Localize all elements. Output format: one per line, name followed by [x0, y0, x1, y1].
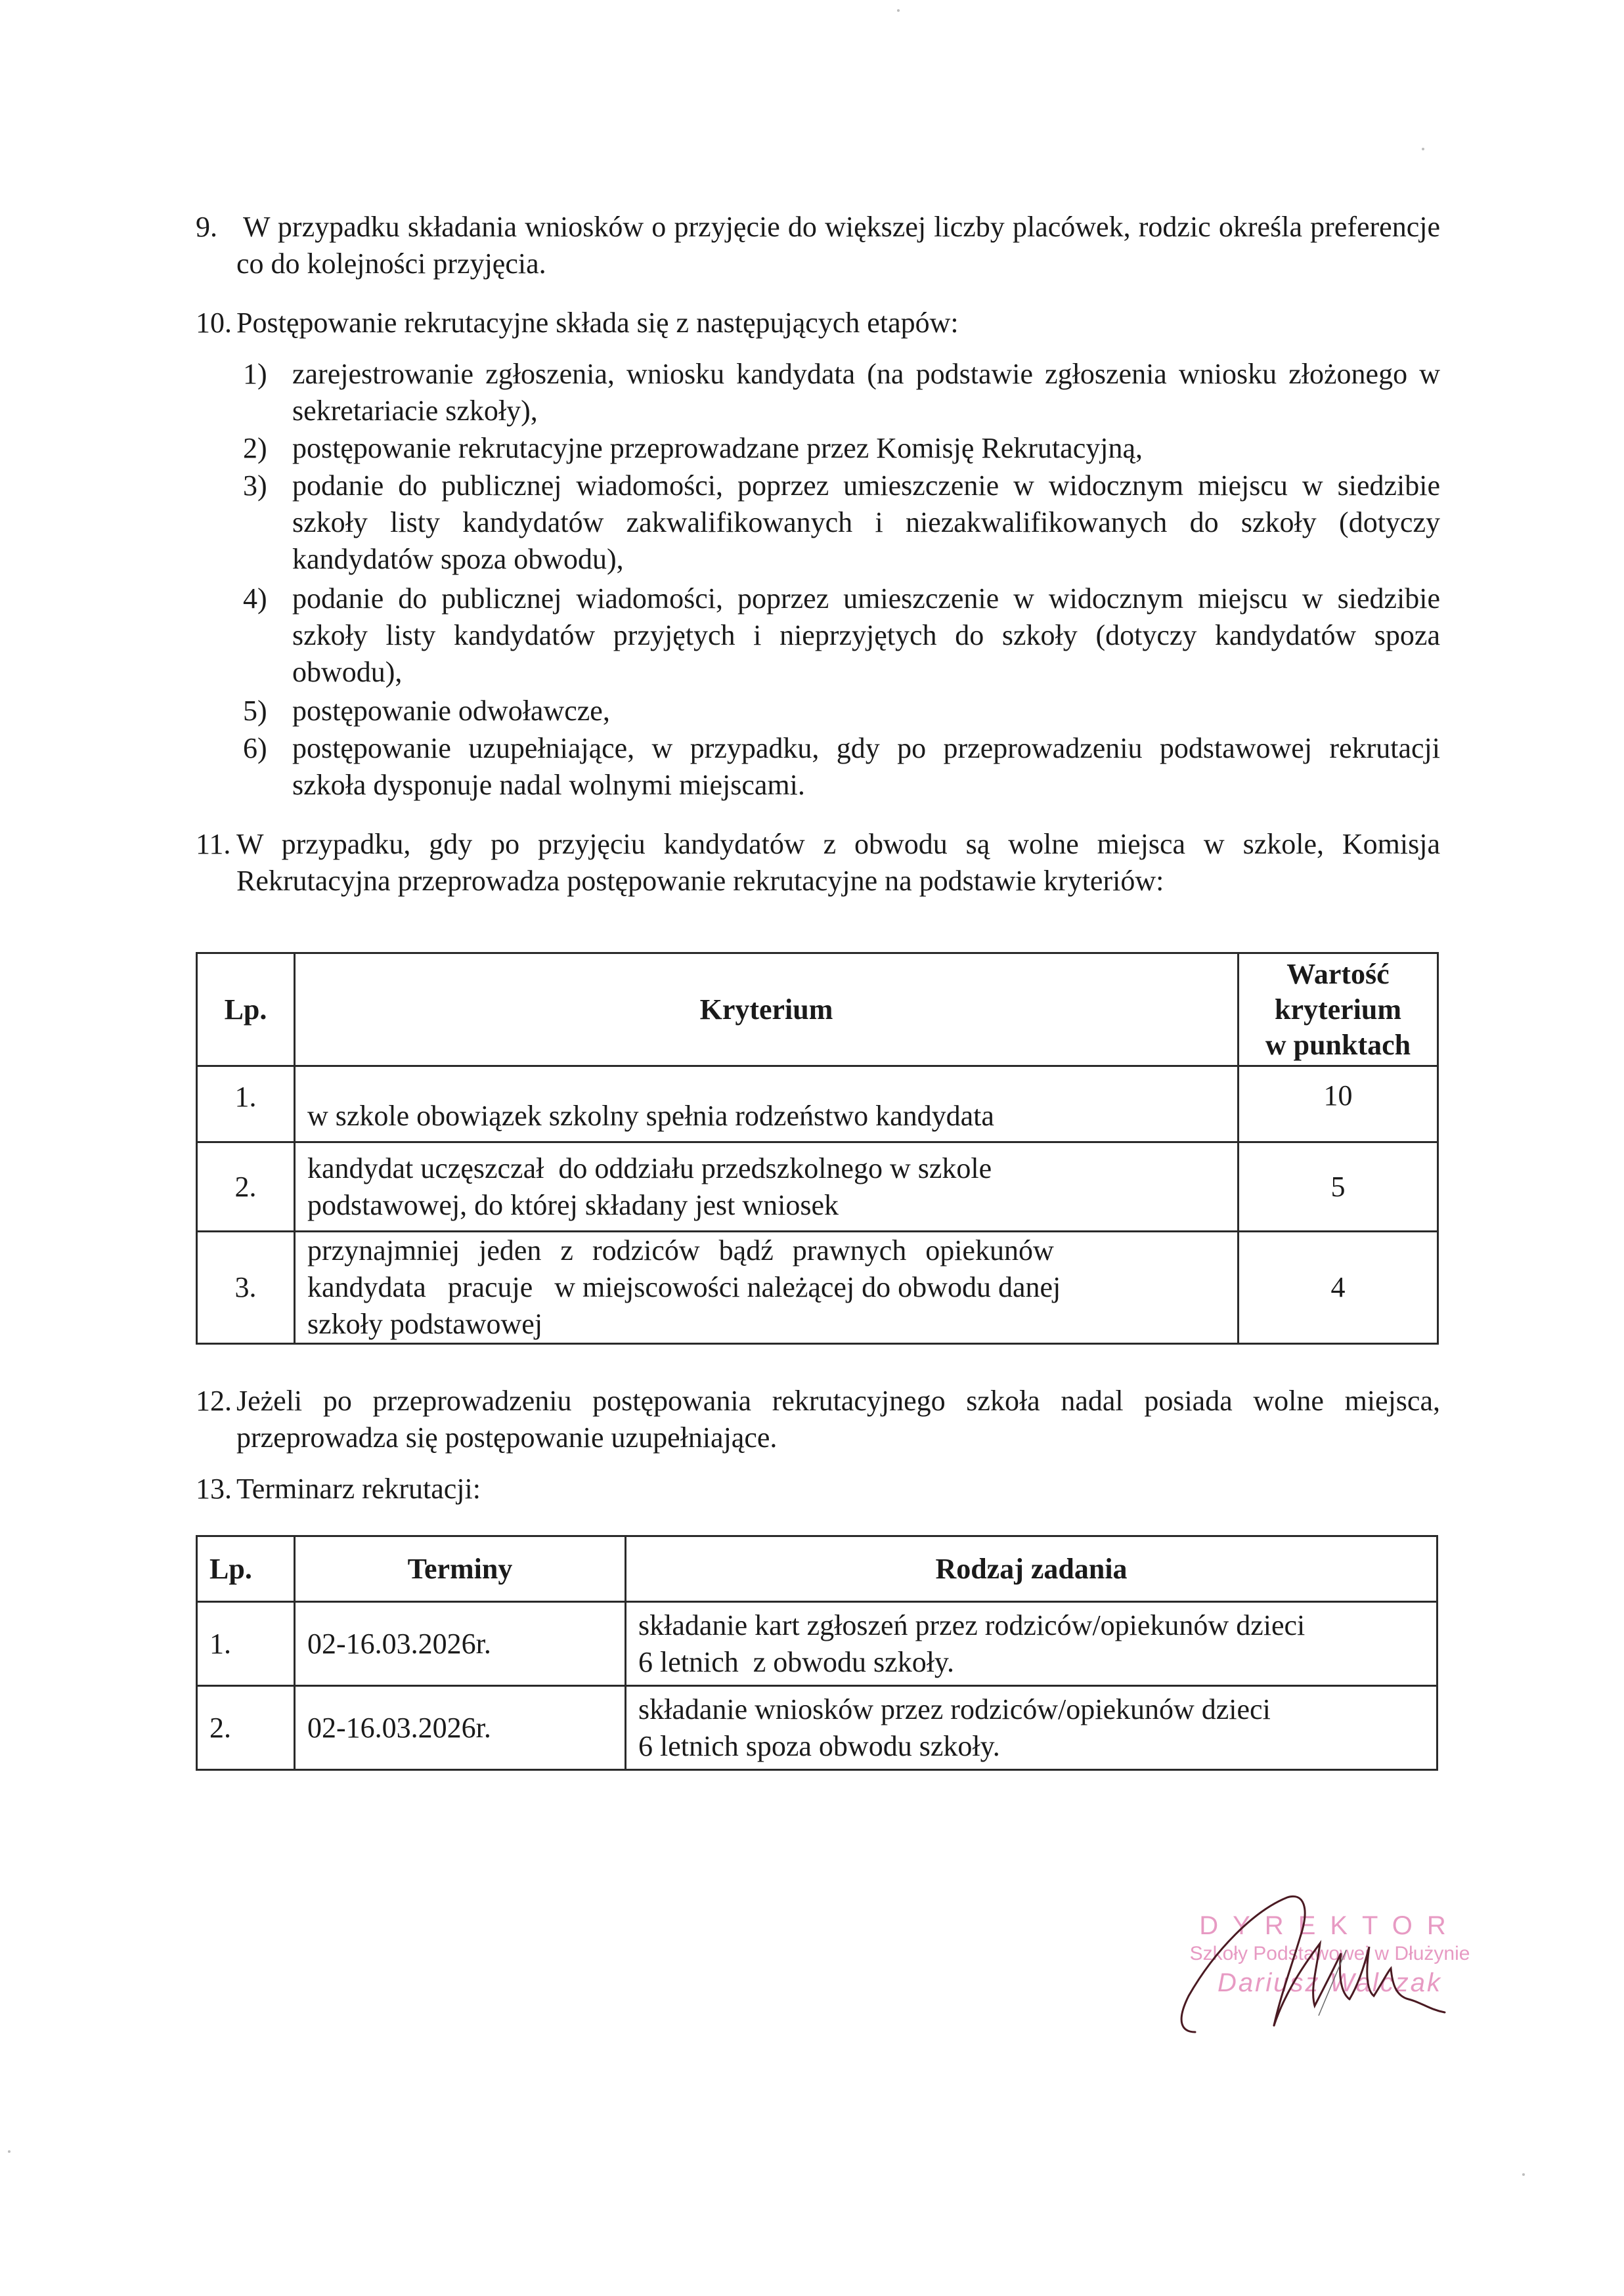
- schedule-table: [196, 1535, 1438, 1771]
- item-text: Terminarz rekrutacji:: [236, 1473, 481, 1505]
- scan-speck: [897, 9, 900, 12]
- table-row: [197, 1232, 1438, 1344]
- cell-lp: 3.: [197, 1232, 295, 1344]
- item-number: 11.: [196, 828, 231, 860]
- task-line: 6 letnich spoza obwodu szkoły.: [638, 1729, 1000, 1762]
- list-item-13: [196, 1471, 1440, 1507]
- signature-icon: [1169, 1891, 1464, 2048]
- criterion-line: kandydata pracuje w miejscowości należącej do obwodu danej: [307, 1271, 1061, 1303]
- subitem-text: postępowanie odwoławcze,: [292, 695, 610, 727]
- subitem-text: podanie do publicznej wiadomości, poprzez umieszczenie w widocznym miejscu w siedzibie szkoły listy kandydatów przyjętych i nieprzyjętych do szkoły (dotyczy kandydatów spoza obwodu),: [292, 582, 1440, 688]
- list-item-10: [196, 305, 1440, 341]
- cell-criterion: w szkole obowiązek szkolny spełnia rodzeństwo kandydata: [295, 1066, 1239, 1142]
- subitem-4: [243, 580, 1440, 691]
- header-dates: Terminy: [295, 1536, 626, 1602]
- item-text: Postępowanie rekrutacyjne składa się z następujących etapów:: [236, 307, 959, 339]
- header-points-line: kryterium: [1274, 993, 1402, 1026]
- subitem-number: 5): [243, 695, 267, 727]
- task-line: składanie wniosków przez rodziców/opiekunów dzieci: [638, 1693, 1271, 1725]
- header-points-line: w punktach: [1265, 1028, 1411, 1061]
- criterion-line: szkoły podstawowej: [307, 1308, 543, 1340]
- subitem-6: [243, 730, 1440, 804]
- cell-lp: 2.: [197, 1686, 295, 1770]
- list-item-11: [196, 826, 1440, 899]
- stamp-name: Dariusz Walczak: [1217, 1968, 1443, 1997]
- item-number: 12.: [196, 1385, 232, 1417]
- scan-speck: [8, 2150, 11, 2153]
- list-item-12: [196, 1383, 1440, 1456]
- subitem-number: 3): [243, 469, 267, 502]
- stamp-school: Szkoły Podstawowej w Dłużynie: [1189, 1943, 1470, 1964]
- scan-speck: [1522, 2173, 1525, 2176]
- table-row: [197, 1066, 1438, 1142]
- criteria-table: [196, 952, 1439, 1345]
- table-row: [197, 1602, 1437, 1686]
- table-row: [197, 1686, 1437, 1770]
- item-text: W przypadku, gdy po przyjęciu kandydatów z obwodu są wolne miejsca w szkole, Komisja Rekrutacyjna przeprowadza postępowanie rekrutacyjne na podstawie kryteriów:: [236, 828, 1440, 897]
- cell-lp: 1.: [197, 1066, 295, 1142]
- stamp-title: DYREKTOR: [1199, 1911, 1460, 1940]
- subitem-text: zarejestrowanie zgłoszenia, wniosku kandydata (na podstawie zgłoszenia wniosku złożonego w sekretariacie szkoły),: [292, 358, 1440, 427]
- subitem-5: [243, 693, 1440, 729]
- cell-task: [626, 1686, 1437, 1770]
- header-points-line: Wartość: [1286, 957, 1390, 990]
- cell-points: 10: [1239, 1066, 1438, 1142]
- subitem-2: [243, 430, 1440, 467]
- header-criterion: Kryterium: [295, 953, 1239, 1066]
- list-item-9: [196, 209, 1440, 282]
- item-number: 9.: [196, 211, 217, 243]
- cell-dates: 02-16.03.2026r.: [295, 1686, 626, 1770]
- cell-criterion: [295, 1232, 1239, 1344]
- cell-dates: 02-16.03.2026r.: [295, 1602, 626, 1686]
- cell-points: 4: [1239, 1232, 1438, 1344]
- subitem-1: [243, 356, 1440, 429]
- item-text: W przypadku składania wniosków o przyjęcie do większej liczby placówek, rodzic określa preferencje co do kolejności przyjęcia.: [236, 211, 1440, 280]
- subitem-number: 1): [243, 358, 267, 390]
- header-lp: Lp.: [197, 953, 295, 1066]
- subitem-text: postępowanie rekrutacyjne przeprowadzane przez Komisję Rekrutacyjną,: [292, 432, 1143, 464]
- cell-lp: 2.: [197, 1142, 295, 1232]
- task-line: składanie kart zgłoszeń przez rodziców/opiekunów dzieci: [638, 1609, 1306, 1641]
- cell-points: 5: [1239, 1142, 1438, 1232]
- subitem-text: podanie do publicznej wiadomości, poprzez umieszczenie w widocznym miejscu w siedzibie szkoły listy kandydatów zakwalifikowanych i niezakwalifikowanych do szkoły (dotyczy kandydatów spoza obwodu),: [292, 469, 1440, 575]
- header-lp: Lp.: [197, 1536, 295, 1602]
- subitem-number: 4): [243, 582, 267, 615]
- scan-speck: [1422, 148, 1424, 150]
- cell-lp: 1.: [197, 1602, 295, 1686]
- header-points: [1239, 953, 1438, 1066]
- criterion-line: podstawowej, do której składany jest wniosek: [307, 1188, 839, 1221]
- item-number: 13.: [196, 1473, 232, 1505]
- table-header-row: [197, 953, 1438, 1066]
- table-row: [197, 1142, 1438, 1232]
- subitem-number: 2): [243, 432, 267, 464]
- subitem-number: 6): [243, 732, 267, 764]
- item-text: Jeżeli po przeprowadzeniu postępowania rekrutacyjnego szkoła nadal posiada wolne miejsca, przeprowadza się postępowanie uzupełniające.: [236, 1385, 1440, 1454]
- cell-criterion: [295, 1142, 1239, 1232]
- table-header-row: [197, 1536, 1437, 1602]
- subitem-3: [243, 467, 1440, 578]
- task-line: 6 letnich z obwodu szkoły.: [638, 1645, 955, 1678]
- subitem-text: postępowanie uzupełniające, w przypadku, gdy po przeprowadzeniu podstawowej rekrutacji szkoła dysponuje nadal wolnymi miejscami.: [292, 732, 1440, 801]
- criterion-line: kandydat uczęszczał do oddziału przedszkolnego w szkole: [307, 1152, 992, 1184]
- criterion-line: przynajmniej jeden z rodziców bądź prawnych opiekunów: [307, 1234, 1054, 1267]
- header-task: Rodzaj zadania: [626, 1536, 1437, 1602]
- cell-task: [626, 1602, 1437, 1686]
- item-number: 10.: [196, 307, 232, 339]
